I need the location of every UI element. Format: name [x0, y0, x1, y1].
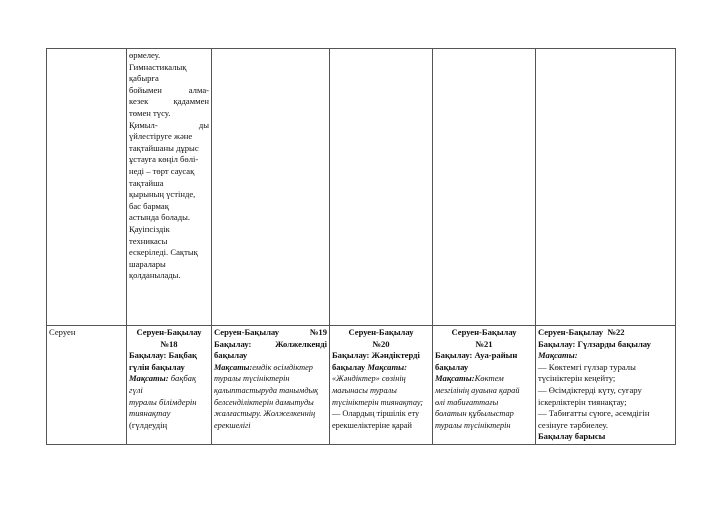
text-line: өрмелеу.	[129, 50, 161, 60]
goal-line: ерекшеліктеріне қарай	[332, 420, 412, 430]
walk-title: Серуен-Бақылау	[136, 327, 202, 337]
observation-line: Бақылау: Бақбақ	[129, 350, 197, 361]
goal-label: Мақсаты:	[214, 362, 253, 372]
goal-line: өлі табиғаттағы	[435, 397, 499, 407]
goal-line: түсініктерін кеңейту;	[538, 373, 616, 384]
text-line: кезек қадаммен	[129, 96, 209, 107]
goal-line: мезгілінің ауаына қарай	[435, 385, 520, 395]
observation-line: бақылау	[214, 350, 248, 361]
schedule-table	[46, 48, 676, 445]
observation-progress-heading: Бақылау барысы	[538, 431, 606, 442]
goal-line: — Олардың тіршілік ету	[332, 409, 420, 419]
observation-line: гүлін бақылау	[129, 361, 185, 372]
text-line: бас бармақ	[129, 200, 169, 211]
observation-line: Бақылау: Ауа-райын	[435, 350, 518, 361]
text-line: тақтайшаны дұрыс	[129, 142, 199, 153]
text-line: қырының үстінде,	[129, 189, 196, 200]
goal-line: тиянақтау	[129, 408, 171, 419]
walk-title: Серуен-Бақылау	[348, 327, 414, 337]
table-row	[47, 49, 676, 326]
goal-text: емдік өсімдіктер	[252, 362, 313, 372]
text-line: шаралары	[129, 258, 166, 269]
observation-label: Бақылау:	[214, 338, 252, 349]
walk-observation-18	[127, 326, 212, 445]
goal-line: іскерліктерін тиянақтау;	[538, 396, 627, 407]
text-line: төмен түсу.	[129, 107, 171, 118]
observation-line	[214, 339, 327, 351]
goal-line: (гүлдеудің	[129, 419, 168, 430]
goal-line: туралы түсініктерін	[435, 420, 511, 430]
text-line: Қауіпсіздік	[129, 223, 170, 234]
text-line: астында болады.	[129, 212, 191, 223]
goal-line: қалыптастыруда танымдық	[214, 385, 319, 395]
text-line: тақтайша	[129, 177, 164, 188]
goal-label: Мақсаты:	[367, 361, 407, 372]
observation-line: Бақылау: Гүлзарды бақылау	[538, 338, 651, 349]
observation-text: бақылау	[332, 361, 366, 372]
goal-line: гүлі	[129, 384, 143, 395]
observation-line	[332, 362, 430, 374]
text-line: ұстауға көңіл бөлі-	[129, 154, 199, 165]
goal-line: туралы білімдерін	[129, 396, 197, 407]
walk-observation-22	[536, 326, 676, 445]
goal-line: түсініктерін тиянақтау;	[332, 397, 424, 407]
text-line: қолданылады.	[129, 270, 181, 281]
empty-cell	[433, 49, 536, 326]
walk-title	[214, 327, 327, 339]
goal-line: мағынасы туралы	[332, 385, 397, 395]
goal-line	[435, 373, 533, 385]
walk-number: №22	[607, 327, 625, 337]
walk-title	[538, 327, 673, 339]
walk-number: №20	[372, 338, 390, 349]
goal-text: бақбақ	[168, 373, 197, 384]
goal-line: ерекшелігі	[214, 420, 251, 430]
empty-cell	[212, 49, 330, 326]
observation-text: Жолжелкенді	[275, 338, 327, 349]
empty-cell	[536, 49, 676, 326]
empty-cell	[330, 49, 433, 326]
goal-line: белсенділіктерін дамытуды	[214, 397, 314, 407]
observation-line: Бақылау: Жәндіктерді	[332, 350, 420, 361]
goal-line: — Өсімдіктерді күту, суғару	[538, 384, 642, 395]
walk-number: №19	[309, 327, 327, 337]
text-line: Гимнастикалық	[129, 61, 187, 72]
goal-line	[214, 362, 327, 374]
walk-title-text: Серуен-Бақылау	[214, 327, 280, 337]
walk-observation-19	[212, 326, 330, 445]
goal-line: «Жәндіктер» сөзінің	[332, 374, 406, 384]
walk-title-text: Серуен-Бақылау	[538, 327, 604, 337]
text-line: ескеріледі. Сақтық	[129, 247, 198, 258]
walk-number: №18	[160, 338, 178, 349]
walk-observation-20	[330, 326, 433, 445]
walk-number: №21	[475, 338, 493, 349]
walk-title: Серуен-Бақылау	[451, 327, 517, 337]
goal-label: Мақсаты:	[129, 373, 169, 384]
walk-label: Серуен	[49, 327, 76, 337]
row-label-cell	[47, 326, 127, 445]
goal-label: Мақсаты:	[435, 373, 475, 384]
goal-line: болатын құбылыстар	[435, 409, 514, 419]
observation-line: бақылау	[435, 361, 469, 372]
goal-label: Мақсаты:	[538, 350, 578, 361]
goal-line: туралы түсініктерін	[214, 374, 290, 384]
walk-observation-21	[433, 326, 536, 445]
text-line: үйлестіруге және	[129, 131, 193, 142]
text-line: қабырға	[129, 73, 159, 84]
table-row	[47, 326, 676, 445]
exercise-description-cell	[127, 49, 212, 326]
goal-line: жалғастыру. Жолжелкеннің	[214, 409, 316, 419]
text-line: неді – төрт саусақ	[129, 165, 195, 176]
row-label-cell	[47, 49, 127, 326]
goal-line: — Табиғатты сүюге, әсемдігін	[538, 408, 650, 419]
goal-line: — Көктемгі гүлзар туралы	[538, 361, 636, 372]
goal-text: Көктем	[474, 373, 504, 384]
text-line: техникасы	[129, 235, 168, 246]
text-line: Қимыл- ды	[129, 119, 209, 130]
goal-line: сезінуге тәрбиелеу.	[538, 419, 609, 430]
goal-line	[129, 373, 209, 385]
text-line: бойымен алма-	[129, 84, 209, 95]
